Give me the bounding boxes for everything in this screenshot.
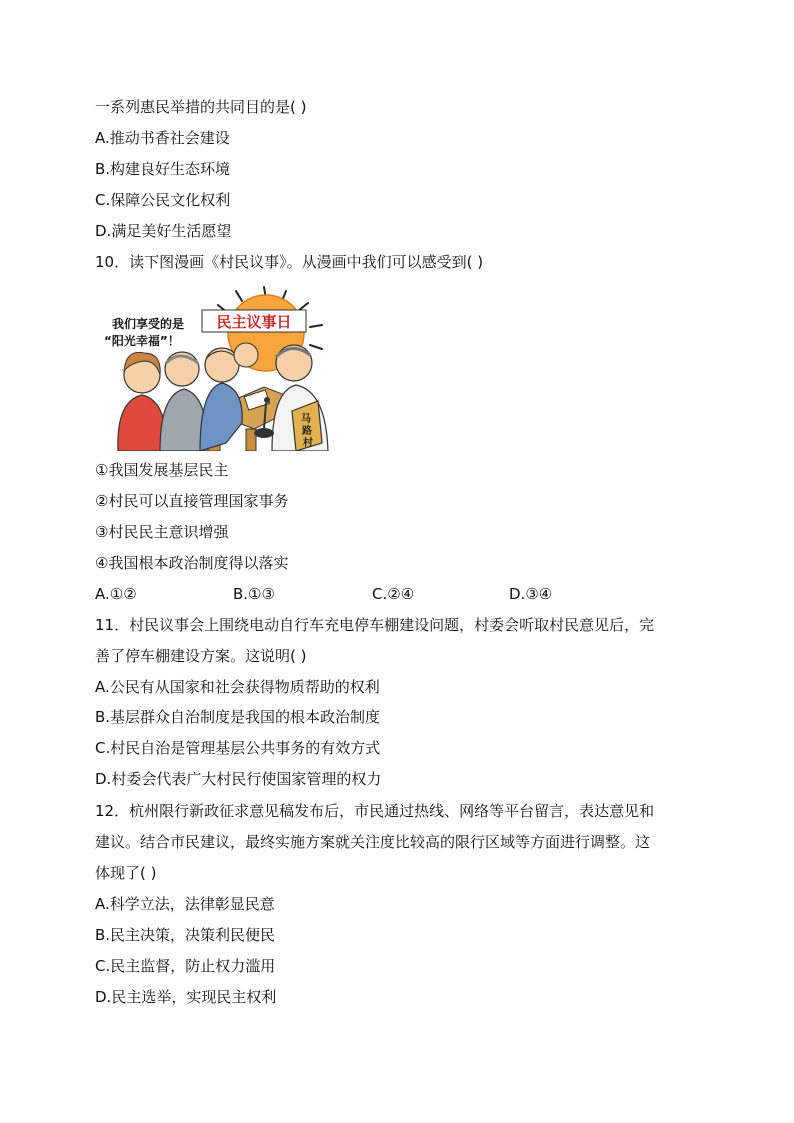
q12-option-a: A.科学立法，法律彰显民意 xyxy=(95,895,275,913)
q11-option-b: B.基层群众自治制度是我国的根本政治制度 xyxy=(95,708,381,726)
speech-line-2: “阳光幸福”！ xyxy=(104,334,180,348)
speech-line-1: 我们享受的是 xyxy=(112,317,185,331)
q10-statement-1: ①我国发展基层民主 xyxy=(95,461,229,479)
q12-stem-line-2: 建议。结合市民建议，最终实施方案就关注度比较高的限行区域等方面进行调整。这 xyxy=(95,833,651,851)
q11-stem-line-1: 11．村民议事会上围绕电动自行车充电停车棚建设问题，村委会听取村民意见后，完 xyxy=(95,616,655,634)
q12-option-b: B.民主决策，决策利民便民 xyxy=(95,926,276,944)
q9-option-c: C.保障公民文化权利 xyxy=(95,191,231,209)
q10-option-c: C.②④ xyxy=(372,585,415,603)
q11-option-d: D.村委会代表广大村民行使国家管理的权力 xyxy=(95,770,382,788)
sign-text: 民主议事日 xyxy=(216,313,292,331)
q10-option-b: B.①③ xyxy=(233,585,275,603)
q10-statement-4: ④我国根本政治制度得以落实 xyxy=(95,554,289,572)
q11-option-a: A.公民有从国家和社会获得物质帮助的权利 xyxy=(95,678,380,696)
q10-statement-2: ②村民可以直接管理国家事务 xyxy=(95,492,289,510)
svg-text:村: 村 xyxy=(303,438,313,449)
q12-option-d: D.民主选举，实现民主权利 xyxy=(95,988,277,1006)
q9-option-d: D.满足美好生活愿望 xyxy=(95,222,232,240)
svg-text:马: 马 xyxy=(301,414,311,425)
q10-statement-3: ③村民民主意识增强 xyxy=(95,523,229,541)
q9-option-a: A.推动书香社会建设 xyxy=(95,129,230,147)
q10-option-a: A.①② xyxy=(95,585,137,603)
q10-option-d: D.③④ xyxy=(509,585,553,603)
q12-option-c: C.民主监督，防止权力滥用 xyxy=(95,957,276,975)
q11-option-c: C.村民自治是管理基层公共事务的有效方式 xyxy=(95,739,381,757)
q12-stem-line-3: 体现了( ) xyxy=(95,864,157,882)
q9-option-b: B.构建良好生态环境 xyxy=(95,160,231,178)
q9-stem-tail: 一系列惠民举措的共同目的是( ) xyxy=(95,98,307,116)
svg-text:路: 路 xyxy=(302,426,312,437)
q10-stem: 10．读下图漫画《村民议事》。从漫画中我们可以感受到( ) xyxy=(95,253,484,271)
village-discussion-cartoon xyxy=(96,283,334,451)
q11-stem-line-2: 善了停车棚建设方案。这说明( ) xyxy=(95,647,307,665)
q12-stem-line-1: 12．杭州限行新政征求意见稿发布后，市民通过热线、网络等平台留言，表达意见和 xyxy=(95,802,655,820)
q10-options xyxy=(95,585,695,605)
